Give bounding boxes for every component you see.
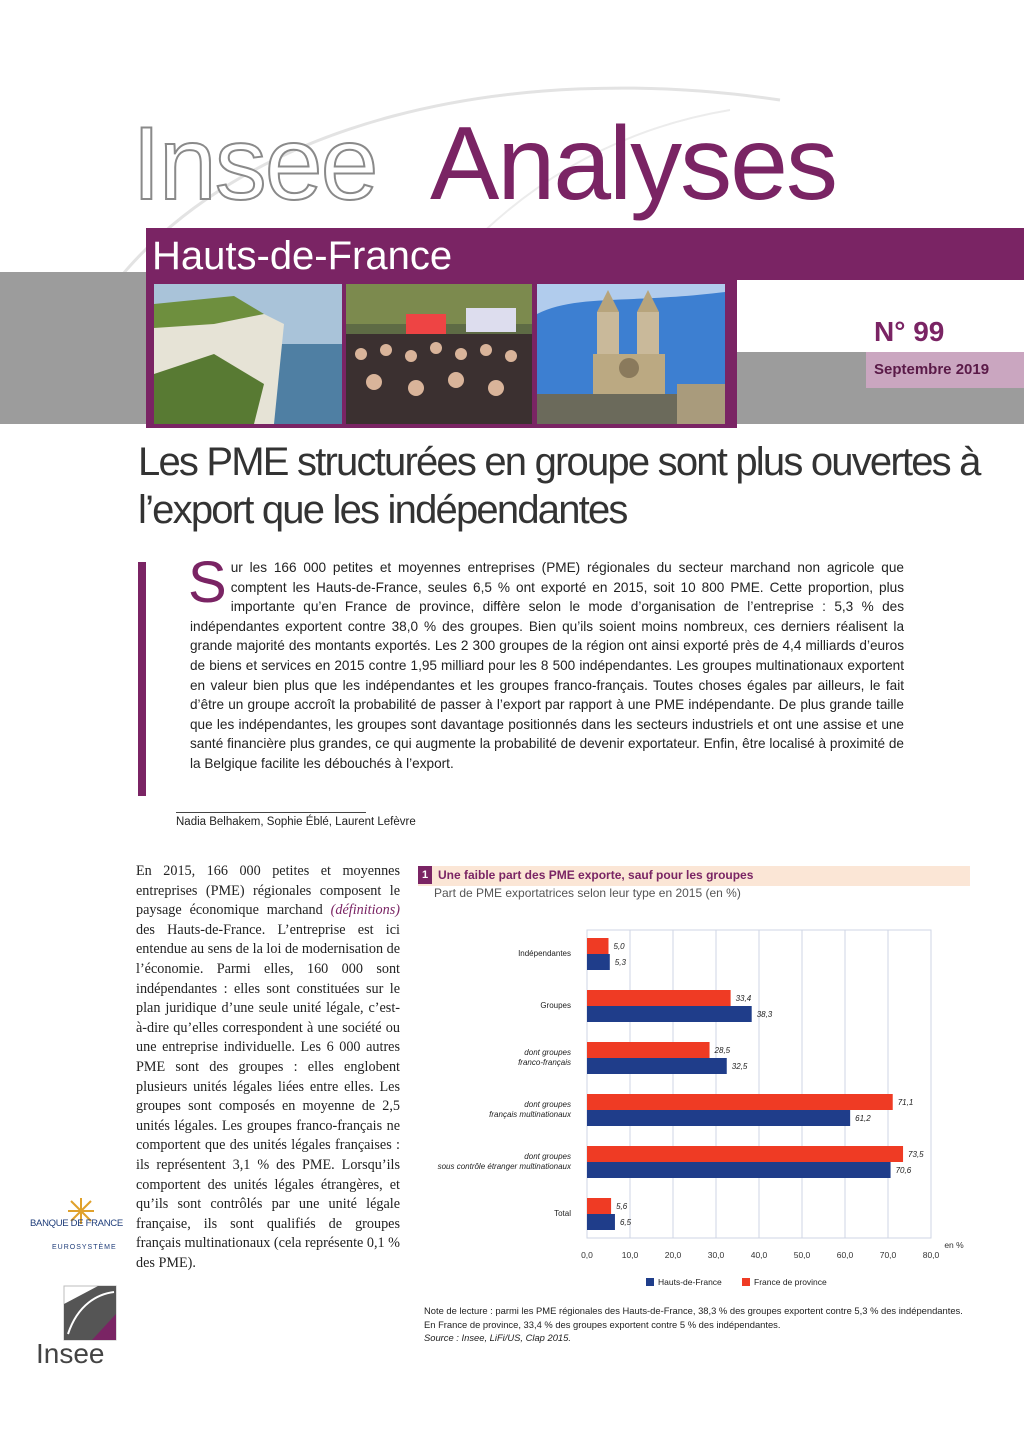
abstract-dropcap: S — [188, 550, 227, 615]
category-label: français multinationaux — [489, 1110, 571, 1119]
insee-logo-text: Insee — [36, 1338, 105, 1369]
category-label: franco-français — [518, 1058, 571, 1067]
bar-value-label: 5,3 — [614, 958, 626, 967]
region-title: Hauts-de-France — [152, 234, 453, 278]
figure-note-text: Note de lecture : parmi les PME régionales des Hauts-de-France, 38,3 % des groupes exportent contre 5,3 % des indépendantes. En France de province, 33,4 % des groupes exportent contre 5 % des indépendantes. — [424, 1305, 963, 1330]
bar-value-label: 38,3 — [756, 1010, 773, 1019]
article-title: Les PME structurées en groupe sont plus ouvertes à l’export que les indépendantes — [138, 440, 980, 532]
issue-date: Septembre 2019 — [874, 361, 990, 378]
bar-value-label: 28,5 — [714, 1046, 731, 1055]
bar-value-label: 73,5 — [908, 1150, 924, 1159]
bar — [587, 1058, 727, 1074]
brand-insee: Insee — [132, 106, 377, 222]
category-label: Indépendantes — [518, 949, 571, 958]
x-tick-label: 80,0 — [922, 1250, 940, 1260]
issue-number: N° 99 — [874, 316, 945, 347]
bar-value-label: 33,4 — [735, 994, 752, 1003]
category-label: dont groupes — [524, 1152, 571, 1161]
bar-value-label: 6,5 — [619, 1218, 632, 1227]
figure-title: Une faible part des PME exporte, sauf pour les groupes — [438, 868, 754, 882]
legend-swatch — [742, 1278, 750, 1286]
bar — [587, 1042, 710, 1058]
bar — [587, 1198, 611, 1214]
authors-rule — [176, 812, 366, 813]
bar — [587, 1110, 850, 1126]
category-label: dont groupes — [524, 1100, 571, 1109]
category-label: dont groupes — [524, 1048, 571, 1057]
bar — [587, 1162, 891, 1178]
category-label: sous contrôle étranger multinationaux — [437, 1162, 571, 1171]
body-text-part2: des Hauts-de-France. L’entreprise est ici entendue au sens de la loi de modernisation de l’économie. Parmi elles, 160 000 sont indépendantes : elles sont constituées sur le plan juridique d’une seule unité légale, c’est-à-dire qu’elles correspondent à une société ou une entreprise individuelle. Les 6 000 autres PME sont des groupes : elles englobent plusieurs unités légales liées entre elles. Les groupes sont composés en moyenne de 2,5 unités légales. Les groupes franco-français ne comportent que des unités légales françaises : ils représentent 3,1 % des PME. Lorsqu’ils comportent des unités légales étrangères, et qu’ils sont contrôlés par une unité légale française, ils sont qualifiés de groupes français multinationaux (cela représente 0,1 % des PME). — [136, 921, 400, 1271]
body-text — [136, 862, 400, 1273]
x-tick-label: 70,0 — [879, 1250, 897, 1260]
x-tick-label: 0,0 — [581, 1250, 593, 1260]
bar-value-label: 5,0 — [613, 942, 625, 951]
insee-logo-icon — [58, 1284, 120, 1344]
bar-value-label: 70,6 — [895, 1166, 912, 1175]
photo-crowd — [346, 284, 532, 424]
abstract-text: ur les 166 000 petites et moyennes entreprises (PME) régionales du secteur marchand non agricole que comptent les Hauts-de-France, seules 6,5 % ont exporté en 2015, soit 10 800 PME. Cette proportion, plus importante qu’en France de province, diffère selon le mode d’organisation de l’entreprise : 5,3 % des indépendantes exportent contre 38,0 % des groupes. Bien qu’ils soient moins nombreux, ces derniers réalisent la grande majorité des montants exportés. Les 2 300 groupes de la région ont ainsi exporté près de 4,4 milliards d’euros de biens et services en 2015 contre 1,95 milliard pour les 8 500 indépendantes. Les groupes multinationaux exportent en valeur bien plus que les indépendantes et les groupes franco-français. Toutes choses égales par ailleurs, le fait d’être un groupe accroît la probabilité de passer à l’export par rapport à une PME indépendante. De plus grande taille que les indépendantes, les groupes sont davantage positionnés dans les secteurs industriels et ont une assise et une santé financière plus grandes, ce qui augmente la probabilité de devenir exportateur. Enfin, être localisé à proximité de la Belgique facilite les débouchés à l’export. — [190, 560, 904, 771]
bar-value-label: 71,1 — [897, 1098, 914, 1107]
bdf-logo-sub: EUROSYSTÈME — [52, 1244, 117, 1251]
photo-cathedral — [537, 284, 725, 424]
body-text-part1: En 2015, 166 000 petites et moyennes entreprises (PME) régionales composent le paysage économique marchand — [136, 863, 400, 919]
x-tick-label: 50,0 — [793, 1250, 811, 1260]
figure-number: 1 — [418, 866, 432, 884]
figure-subtitle: Part de PME exportatrices selon leur type en 2015 (en %) — [434, 886, 741, 900]
brand-analyses: Analyses — [430, 106, 836, 222]
authors: Nadia Belhakem, Sophie Éblé, Laurent Lefèvre — [176, 816, 416, 828]
bar — [587, 1146, 903, 1162]
bar-value-label: 32,5 — [731, 1062, 748, 1071]
figure-note — [424, 1304, 964, 1345]
figure-source: Source : Insee, LiFi/US, Clap 2015. — [424, 1332, 571, 1343]
bar — [587, 938, 609, 954]
bar-value-label: 61,2 — [855, 1114, 871, 1123]
category-label: Groupes — [540, 1001, 571, 1010]
bar — [587, 1214, 615, 1230]
export-share-chart — [414, 920, 974, 1300]
header-gray-band — [0, 272, 146, 424]
abstract — [188, 550, 904, 774]
x-tick-label: 20,0 — [664, 1250, 682, 1260]
legend-label: Hauts-de-France — [658, 1277, 722, 1287]
definitions-link[interactable]: (définitions) — [330, 902, 400, 919]
x-tick-label: 10,0 — [621, 1250, 639, 1260]
bar — [587, 990, 731, 1006]
unit-label: en % — [944, 1240, 964, 1250]
x-tick-label: 40,0 — [750, 1250, 768, 1260]
legend-label: France de province — [754, 1277, 827, 1287]
category-label: Total — [554, 1209, 571, 1218]
bar — [587, 1094, 893, 1110]
abstract-bar — [138, 562, 146, 796]
bar-value-label: 5,6 — [616, 1202, 628, 1211]
bar — [587, 954, 610, 970]
photo-cliffs — [154, 284, 342, 424]
legend-swatch — [646, 1278, 654, 1286]
bdf-logo-text: BANQUE DE FRANCE — [30, 1218, 123, 1229]
x-tick-label: 30,0 — [707, 1250, 725, 1260]
bar — [587, 1006, 752, 1022]
x-tick-label: 60,0 — [836, 1250, 854, 1260]
